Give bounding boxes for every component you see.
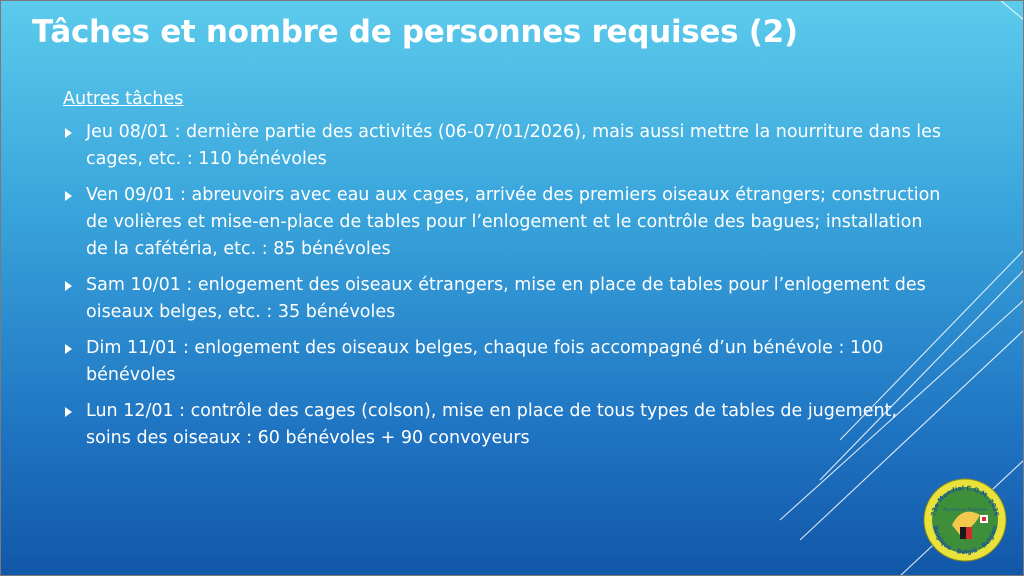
bullet-arrow-icon — [65, 344, 72, 354]
bullet-arrow-icon — [65, 281, 72, 291]
bullet-text: Sam 10/01 : enlogement des oiseaux étrangers, mise en place de tables pour l’enlogement des oiseaux belges, etc. : 35 bénévoles — [86, 275, 926, 322]
logo-top-text: 73e Mondial C.O.M. 2026 — [930, 484, 1000, 517]
slide-content — [63, 89, 943, 461]
list-item — [63, 272, 943, 326]
bullet-arrow-icon — [65, 128, 72, 138]
list-item — [63, 398, 943, 452]
bullet-arrow-icon — [65, 407, 72, 417]
bullet-text: Jeu 08/01 : dernière partie des activités (06-07/01/2026), mais aussi mettre la nourriture dans les cages, etc. : 110 bénévoles — [86, 122, 942, 169]
logo-middle-text: Marche-en-Famenne — [943, 507, 987, 512]
bullet-text: Lun 12/01 : contrôle des cages (colson), mise en place de tous types de tables de jugement, soins des oiseaux : 60 bénévoles + 90 convoyeurs — [86, 401, 897, 448]
bullet-text: Ven 09/01 : abreuvoirs avec eau aux cages, arrivée des premiers oiseaux étrangers; construction de volières et mise-en-place de tables pour l’enlogement et le contrôle des bagues; installation de la cafétéria, etc. : 85 bénévoles — [86, 185, 941, 259]
bullet-arrow-icon — [65, 191, 72, 201]
event-logo — [922, 477, 1008, 563]
list-item — [63, 182, 943, 263]
list-item — [63, 335, 943, 389]
task-list — [63, 119, 943, 452]
section-subtitle: Autres tâches — [63, 89, 184, 109]
bullet-text: Dim 11/01 : enlogement des oiseaux belges, chaque fois accompagné d’un bénévole : 100 bénévoles — [86, 338, 884, 385]
logo-bottom-text: Belgique · België · Belgien — [931, 525, 999, 557]
slide-title: Tâches et nombre de personnes requises (2) — [32, 14, 798, 50]
list-item — [63, 119, 943, 173]
